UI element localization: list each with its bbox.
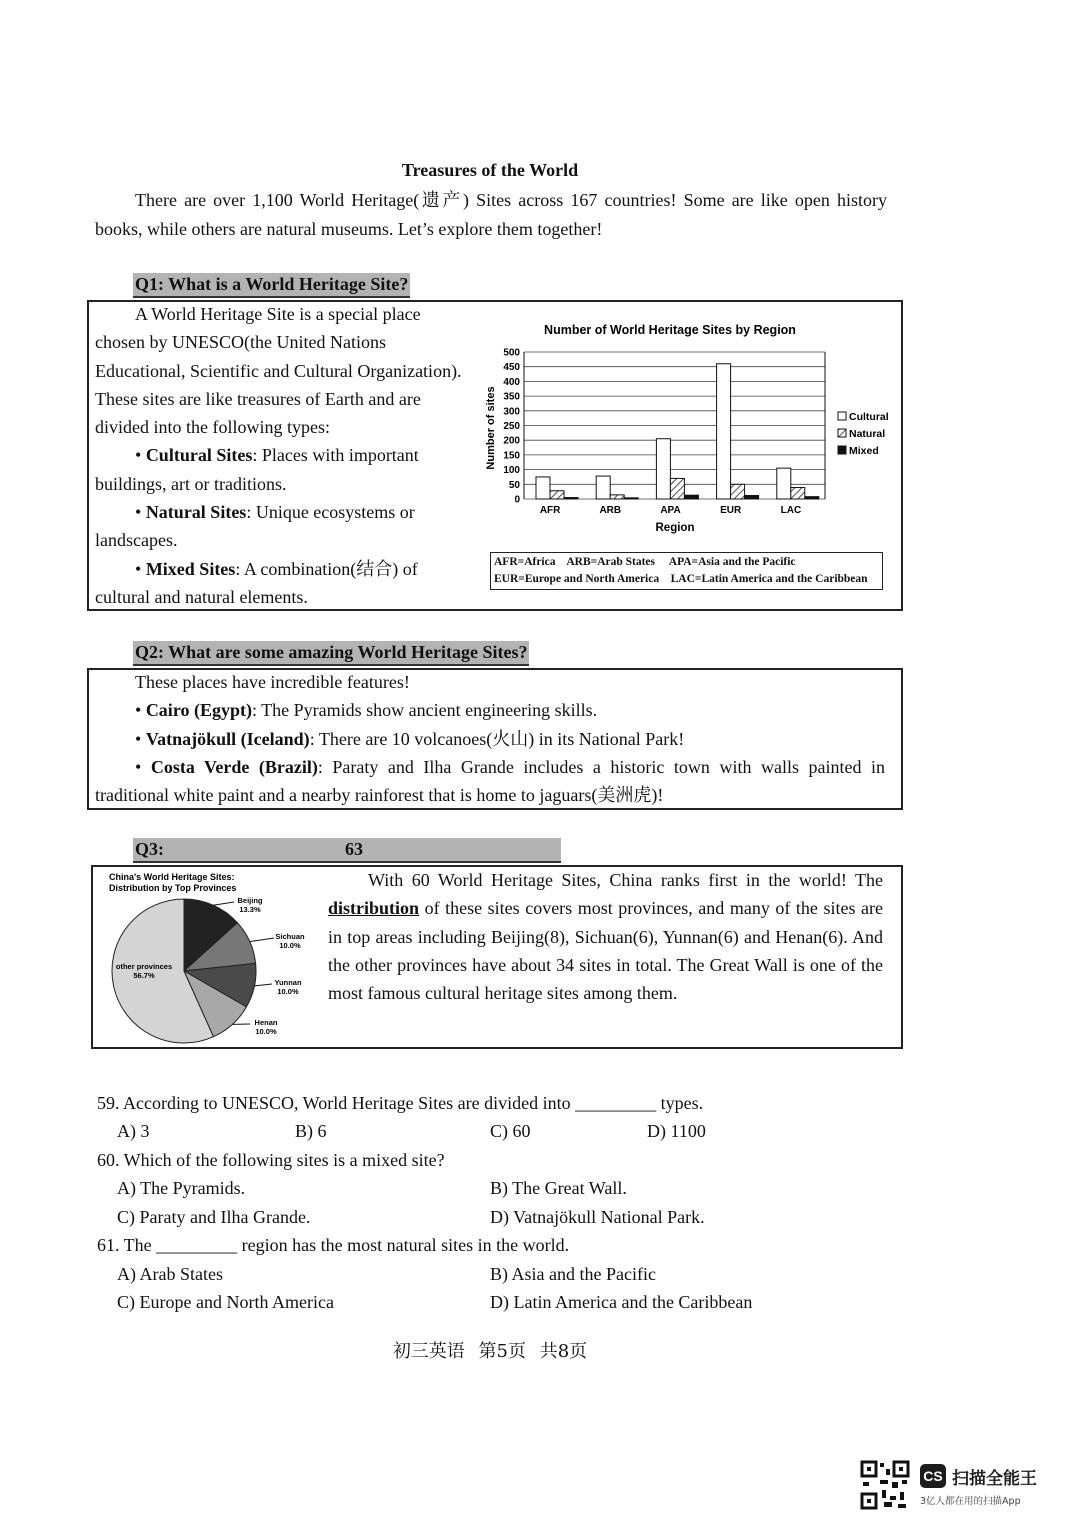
bar-cultural-afr [536, 477, 550, 499]
chart-y-label: Number of sites [485, 386, 497, 470]
pie-label: Beijing [237, 896, 263, 905]
option[interactable]: B) 6 [295, 1121, 327, 1141]
page-footer: 初三英语 第5页 共8页 [392, 1341, 588, 1362]
y-tick-label: 500 [503, 347, 520, 359]
bar-natural-eur [731, 484, 745, 499]
region-key: AFR=Africa [494, 556, 556, 568]
option[interactable]: D) 1100 [647, 1121, 706, 1141]
option[interactable]: D) Vatnajökull National Park. [490, 1207, 705, 1227]
q3-text-end: of these sites covers most provinces, and many of the sites are in top areas including Beijing(8), Sichuan(6), Yunnan(6) and Henan(6). And the other provinces have about 34 sites in total. The Great Wall is one of the most famous cultural heritage sites among them. [328, 898, 883, 1004]
q2-term: Costa Verde (Brazil) [150, 756, 318, 777]
pie-title-line2: Distribution by Top Provinces [109, 883, 237, 893]
pie-label: other provinces [115, 962, 173, 971]
y-tick-label: 250 [503, 421, 520, 432]
bar-natural-arb [610, 495, 624, 499]
pie-value-label: 13.3% [239, 905, 261, 914]
bar-natural-apa [670, 478, 684, 499]
bar-natural-afr [550, 491, 564, 499]
region-key: APA=Asia and the Pacific [668, 556, 796, 568]
bar-mixed-eur [745, 495, 759, 499]
scanner-app-name: 扫描全能王 [952, 1469, 1037, 1489]
legend-label: Natural [849, 428, 886, 440]
x-tick-label: EUR [720, 505, 742, 516]
bar-mixed-afr [564, 498, 578, 499]
q1-type-cultural: • Cultural Sites: Places with important buildings, art or traditions. [95, 445, 419, 494]
pie-value-label: 10.0% [255, 1027, 277, 1036]
qr-code-icon [860, 1460, 912, 1510]
x-tick-label: APA [660, 505, 681, 516]
pie-value-label: 10.0% [279, 941, 301, 950]
y-tick-label: 200 [503, 435, 520, 447]
legend-label: Cultural [849, 411, 889, 423]
q1-term: Mixed Sites [145, 558, 236, 579]
pie-value-label: 56.7% [133, 971, 155, 980]
q2-desc: : There are 10 volcanoes(火山) in its National Park! [309, 728, 685, 749]
question-61: 61. The _________ region has the most natural sites in the world. [97, 1235, 570, 1255]
q1-type-mixed: • Mixed Sites: A combination(结合) of cultural and natural elements. [95, 558, 418, 607]
q2-lead: These places have incredible features! [135, 672, 410, 692]
q3-heading [133, 838, 561, 863]
option[interactable]: B) Asia and the Pacific [490, 1264, 656, 1284]
pie-label: Henan [254, 1018, 278, 1027]
chart-x-label: Region [655, 522, 695, 534]
q1-intro: A World Heritage Site is a special place chosen by UNESCO(the United Nations Educational, Scientific and Cultural Organization). These sites are like treasures of Earth and are divided into the following types: [95, 304, 462, 438]
q3-keyword: distribution [328, 898, 420, 919]
option[interactable]: C) 60 [490, 1121, 531, 1141]
region-key: ARB=Arab States [566, 556, 656, 568]
option[interactable]: C) Europe and North America [117, 1292, 334, 1312]
legend-swatch [838, 412, 846, 420]
bar-mixed-lac [805, 497, 819, 499]
bar-chart [478, 316, 898, 548]
q2-site-vatnajokull: • Vatnajökull (Iceland): There are 10 volcanoes(火山) in its National Park! [135, 728, 685, 749]
y-tick-label: 300 [503, 406, 520, 418]
pie-label: Yunnan [274, 978, 302, 987]
q2-term: Cairo (Egypt) [145, 700, 252, 721]
bar-cultural-lac [777, 468, 791, 499]
pie-leader-line [250, 938, 274, 942]
q2-site-cairo: • Cairo (Egypt): The Pyramids show ancient engineering skills. [135, 700, 598, 721]
bar-cultural-apa [656, 439, 670, 499]
intro-paragraph: There are over 1,100 World Heritage(遗产) Sites across 167 countries! Some are like open history books, while others are natural museums. Let’s explore them together! [95, 190, 887, 239]
legend-label: Mixed [849, 445, 879, 457]
bar-cultural-eur [717, 364, 731, 499]
scanner-tagline: 3亿人都在用的扫描App [920, 1496, 1021, 1507]
region-key: EUR=Europe and North America [494, 573, 660, 585]
q2-text [95, 668, 885, 809]
y-tick-label: 100 [503, 465, 520, 477]
legend-swatch [838, 429, 846, 437]
q1-type-natural: • Natural Sites: Unique ecosystems or landscapes. [95, 502, 415, 551]
q2-site-costa-verde: • Costa Verde (Brazil): Paraty and Ilha Grande includes a historic town with walls painted in traditional white paint and a nearby rainforest that is home to jaguars(美洲虎)! [95, 756, 885, 806]
bar-cultural-arb [596, 476, 610, 499]
pie-title-line1: China's World Heritage Sites: [109, 872, 235, 882]
q1-desc: : A combination(结合) of cultural and natural elements. [95, 558, 418, 607]
option[interactable]: A) Arab States [117, 1264, 223, 1284]
option[interactable]: A) The Pyramids. [117, 1178, 246, 1198]
y-tick-label: 0 [514, 494, 520, 506]
pie-value-label: 10.0% [277, 987, 299, 996]
y-tick-label: 450 [503, 362, 520, 374]
y-tick-label: 150 [503, 450, 520, 462]
x-tick-label: LAC [780, 505, 802, 516]
region-key: LAC=Latin America and the Caribbean [670, 573, 868, 585]
q1-desc: : Places with important buildings, art or traditions. [95, 445, 419, 494]
legend-swatch [838, 446, 846, 454]
bar-mixed-arb [624, 498, 638, 499]
q3-label: Q3: [135, 839, 164, 859]
q1-term: Cultural Sites [145, 445, 253, 466]
region-key-box [490, 552, 883, 590]
pie-chart [96, 868, 324, 1044]
q1-heading: Q1: What is a World Heritage Site? [133, 273, 410, 298]
q3-number: 63 [345, 839, 363, 859]
bar-natural-lac [791, 488, 805, 499]
question-59: 59. According to UNESCO, World Heritage Sites are divided into _________ types. [97, 1093, 704, 1113]
q1-desc: : Unique ecosystems or landscapes. [95, 502, 415, 551]
q2-heading: Q2: What are some amazing World Heritage Sites? [133, 641, 529, 666]
y-tick-label: 400 [503, 376, 520, 388]
option[interactable]: B) The Great Wall. [490, 1178, 627, 1198]
option[interactable]: C) Paraty and Ilha Grande. [117, 1207, 311, 1227]
q2-desc: : The Pyramids show ancient engineering skills. [251, 700, 598, 721]
x-tick-label: ARB [599, 505, 622, 516]
scanner-watermark [860, 1460, 1052, 1510]
q3-text-start: With 60 World Heritage Sites, China ranks first in the world! The [368, 870, 883, 890]
q2-term: Vatnajökull (Iceland) [145, 728, 310, 749]
chart-title: Number of World Heritage Sites by Region [544, 323, 796, 337]
question-60: 60. Which of the following sites is a mixed site? [97, 1150, 445, 1170]
scanner-logo-icon: CS [920, 1464, 946, 1488]
q2-desc: : Paraty and Ilha Grande includes a historic town with walls painted in traditional white paint and a nearby rainforest that is home to jaguars(美洲虎)! [95, 756, 885, 806]
q1-term: Natural Sites [145, 502, 247, 523]
q3-text [328, 866, 883, 1007]
option[interactable]: A) 3 [117, 1121, 150, 1141]
pie-label: Sichuan [275, 932, 305, 941]
option[interactable]: D) Latin America and the Caribbean [490, 1292, 753, 1312]
y-tick-label: 50 [508, 479, 520, 491]
q3-paragraph [328, 866, 883, 1007]
pie-leader-line [213, 902, 234, 905]
x-tick-label: AFR [539, 505, 561, 516]
q1-text [95, 300, 467, 611]
y-tick-label: 350 [503, 391, 520, 403]
bar-mixed-apa [684, 495, 698, 499]
page-title: Treasures of the World [401, 160, 579, 180]
pie-leader-line [254, 984, 272, 986]
